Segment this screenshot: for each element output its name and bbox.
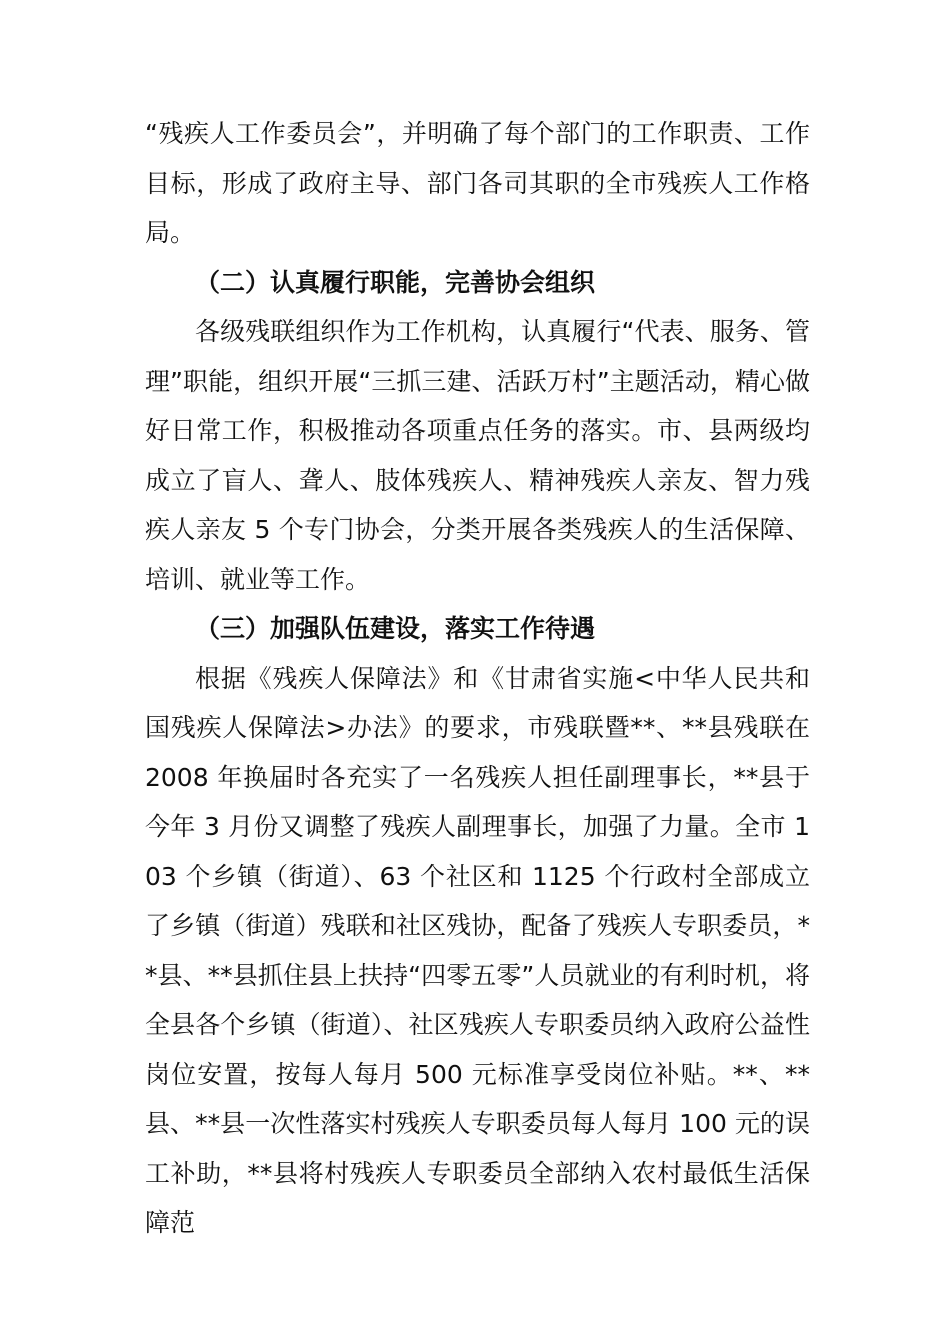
document-page [145,109,810,1248]
paragraph-committee-continuation: “残疾人工作委员会”，并明确了每个部门的工作职责、工作目标，形成了政府主导、部门各司其职的全市残疾人工作格局。 [145,119,810,247]
section-heading-2: （二）认真履行职能，完善协会组织 [195,267,596,297]
paragraph-staffing: 根据《残疾人保障法》和《甘肃省实施<中华人民共和国残疾人保障法>办法》的要求，市残联暨**、**县残联在 2008 年换届时各充实了一名残疾人担任副理事长，**县于今年 3 月份又调整了残疾人副理事长，加强了力量。全市 103 个乡镇（街道）、63 个社区和 1125 个行政村全部成立了乡镇（街道）残联和社区残协，配备了残疾人专职委员，**县、**县抓住县上扶持“四零五零”人员就业的有利时机，将全县各个乡镇（街道）、社区残疾人专职委员纳入政府公益性岗位安置，按每人每月 500 元标准享受岗位补贴。**、**县、**县一次性落实村残疾人专职委员每人每月 100 元的误工补助，**县将村残疾人专职委员全部纳入农村最低生活保障范 [145,663,810,1237]
section-heading-3: （三）加强队伍建设，落实工作待遇 [195,614,596,643]
paragraph-duties: 各级残联组织作为工作机构，认真履行“代表、服务、管理”职能，组织开展“三抓三建、活跃万村”主题活动，精心做好日常工作，积极推动各项重点任务的落实。市、县两级均成立了盲人、聋人、肢体残疾人、精神残疾人亲友、智力残疾人亲友 5 个专门协会，分类开展各类残疾人的生活保障、培训、就业等工作。 [145,317,810,594]
